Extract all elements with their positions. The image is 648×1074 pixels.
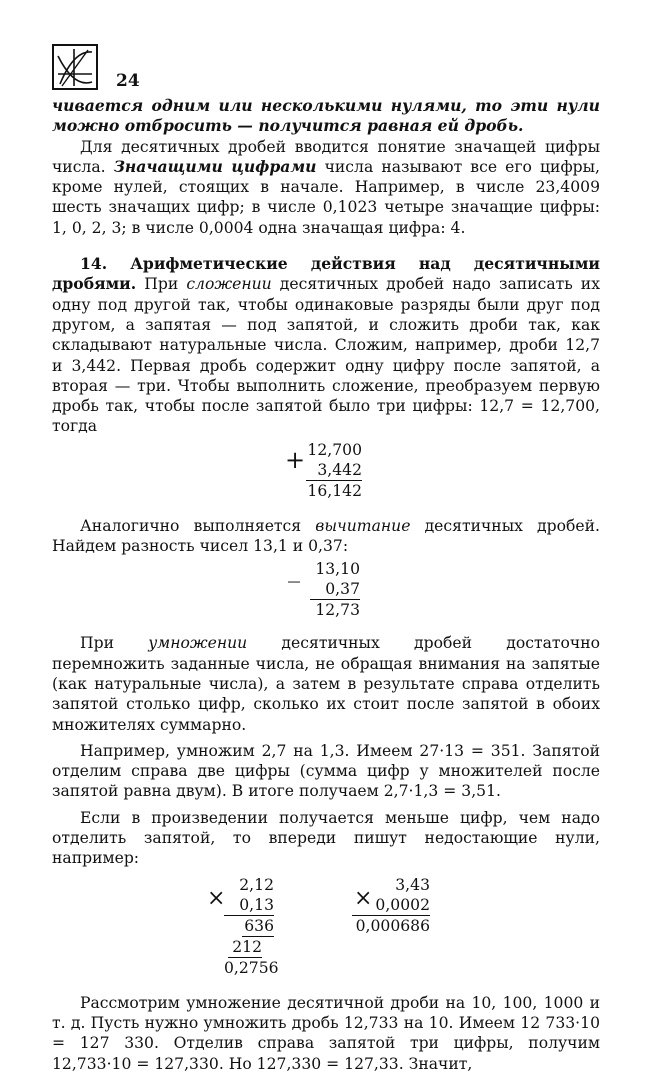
term-subtraction: вычитание (315, 516, 411, 535)
paragraph-multiplication-example: Например, умножим 2,7 на 1,3. Имеем 27·13 = 351. Запятой отделим справа две цифры (сумма цифр у множителей после запятой равна двум). В итоге получаем 2,7·1,3 = 3,51. (52, 741, 600, 801)
paragraph-subtraction: Аналогично выполняется вычитание десятичных дробей. Найдем разность чисел 13,1 и 0,37: (52, 516, 600, 556)
multiply-sign-1: × (207, 885, 226, 911)
mult1-factor-2: 0,13 (224, 895, 274, 916)
multiply-sign-2: × (354, 885, 373, 911)
mult2-factor-2: 0,0002 (352, 895, 430, 916)
mult2-result: 0,000686 (355, 916, 430, 935)
term-significant-digits: Значащими цифрами (113, 156, 317, 176)
mult2-factor-1: 3,43 (395, 875, 430, 894)
page-number: 24 (116, 71, 140, 91)
multiplication-examples (52, 875, 600, 993)
paragraph-continuation: чивается одним или несколькими нулями, то эти нули можно отбросить — получится равная ей дробь. (52, 96, 600, 136)
minuend: 13,10 (315, 560, 360, 579)
addition-calculation (52, 440, 600, 516)
page-body (52, 96, 600, 1074)
paragraph-multiply-by-ten: Рассмотрим умножение десятичной дроби на 10, 100, 1000 и т. д. Пусть нужно умножить дробь 12,733 на 10. Имеем 12 733·10 = 127 330. Отделив справа запятой три цифры, получим 12,733·10 = 127,330. Но 127,330 = 127,33. Значит, (52, 993, 600, 1073)
mult1-partial-2: 212 (228, 937, 262, 958)
section-14-paragraph: 14. Арифметические действия над десятичными дробями. При сложении десятичных дробей надо записать их одну под другой так, чтобы одинаковые разряды были друг под другом, а запятая — под запятой, и сложить дроби так, как складывают натуральные числа. Сложим, например, дроби 12,7 и 3,442. Первая дробь содержит одну цифру после запятой, а вторая — три. Чтобы выполнить сложение, преобразуем первую дробь так, чтобы после запятой было три цифры: 12,7 = 12,700, тогда (52, 254, 600, 436)
mult1-partial-1: 636 (242, 916, 274, 937)
term-multiplication: умножении (148, 634, 248, 653)
difference-result: 12,73 (315, 601, 360, 620)
subtraction-calculation (52, 555, 600, 633)
minus-sign: _ (288, 555, 300, 584)
mult1-factor-1: 2,12 (239, 875, 274, 894)
paragraph-leading-zeros: Если в произведении получается меньше цифр, чем надо отделить запятой, то впереди пишут недостающие нули, например: (52, 808, 600, 868)
addend-2: 3,442 (306, 460, 362, 481)
plus-sign: + (285, 445, 306, 474)
sum-result: 16,142 (307, 481, 362, 500)
subtrahend: 0,37 (310, 579, 360, 600)
chapter-logo-icon (52, 44, 98, 90)
mult1-result: 0,2756 (224, 958, 279, 977)
paragraph-multiplication: При умножении десятичных дробей достаточно перемножить заданные числа, не обращая внимания на запятые (как натуральные числа), а затем в результате справа отделить запятой столько цифр, сколько их стоит после запятой в обоих множителях суммарно. (52, 634, 601, 734)
section-heading: 14. Арифметические действия над десятичными дробями. (52, 254, 600, 294)
paragraph-significant-digits: Для десятичных дробей вводится понятие значащей цифры числа. Значащими цифрами числа называют все его цифры, кроме нулей, стоящих в начале. Например, в числе 23,4009 шесть значащих цифр; в числе 0,1023 четыре значащие цифры: 1, 0, 2, 3; в числе 0,0004 одна значащая цифра: 4. (52, 137, 600, 237)
addend-1: 12,700 (307, 440, 362, 459)
term-addition: сложении (186, 275, 272, 294)
